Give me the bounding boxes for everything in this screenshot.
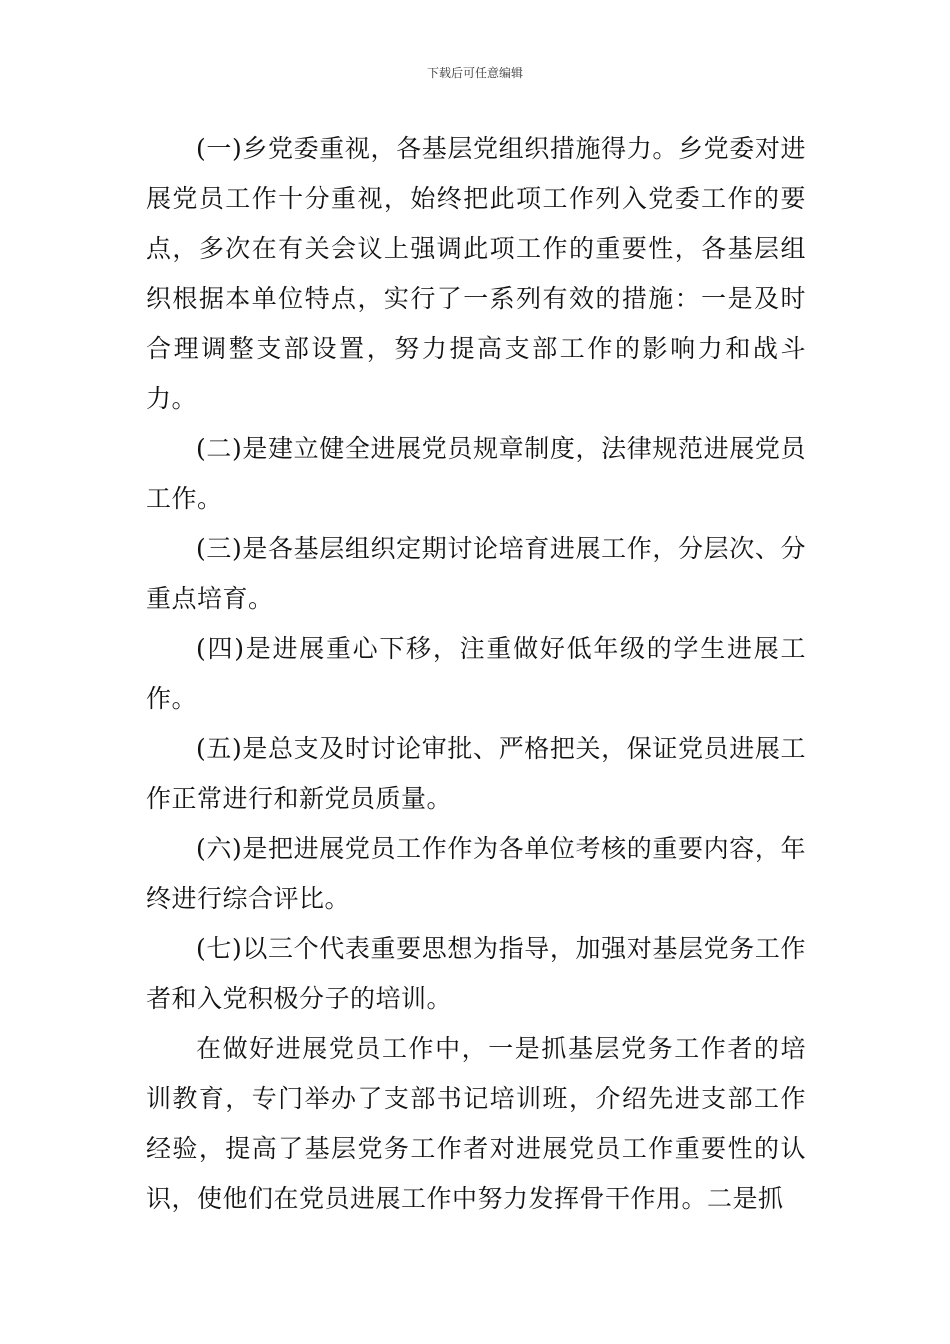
paragraph-2: (二)是建立健全进展党员规章制度，法律规范进展党员工作。 xyxy=(146,434,806,513)
paragraph-1: (一)乡党委重视，各基层党组织措施得力。乡党委对进展党员工作十分重视，始终把此项工作列入党委工作的要点，多次在有关会议上强调此项工作的重要性，各基层组织根据本单位特点，实行了一系列有效的措施：一是及时合理调整支部设置，努力提高支部工作的影响力和战斗力。 xyxy=(146,134,806,413)
paragraph-4: (四)是进展重心下移，注重做好低年级的学生进展工作。 xyxy=(146,634,806,713)
page-header: 下载后可任意编辑 xyxy=(426,66,523,80)
paragraph-8: 在做好进展党员工作中，一是抓基层党务工作者的培训教育，专门举办了支部书记培训班，介绍先进支部工作经验，提高了基层党务工作者对进展党员工作重要性的认识，使他们在党员进展工作中努力发挥骨干作用。二是抓 xyxy=(146,1034,806,1213)
paragraph-7: (七)以三个代表重要思想为指导，加强对基层党务工作者和入党积极分子的培训。 xyxy=(146,934,806,1013)
paragraph-5: (五)是总支及时讨论审批、严格把关，保证党员进展工作正常进行和新党员质量。 xyxy=(146,734,806,813)
paragraph-6: (六)是把进展党员工作作为各单位考核的重要内容，年终进行综合评比。 xyxy=(146,834,806,913)
document-body xyxy=(146,124,806,1224)
paragraph-3: (三)是各基层组织定期讨论培育进展工作，分层次、分重点培育。 xyxy=(146,534,806,613)
